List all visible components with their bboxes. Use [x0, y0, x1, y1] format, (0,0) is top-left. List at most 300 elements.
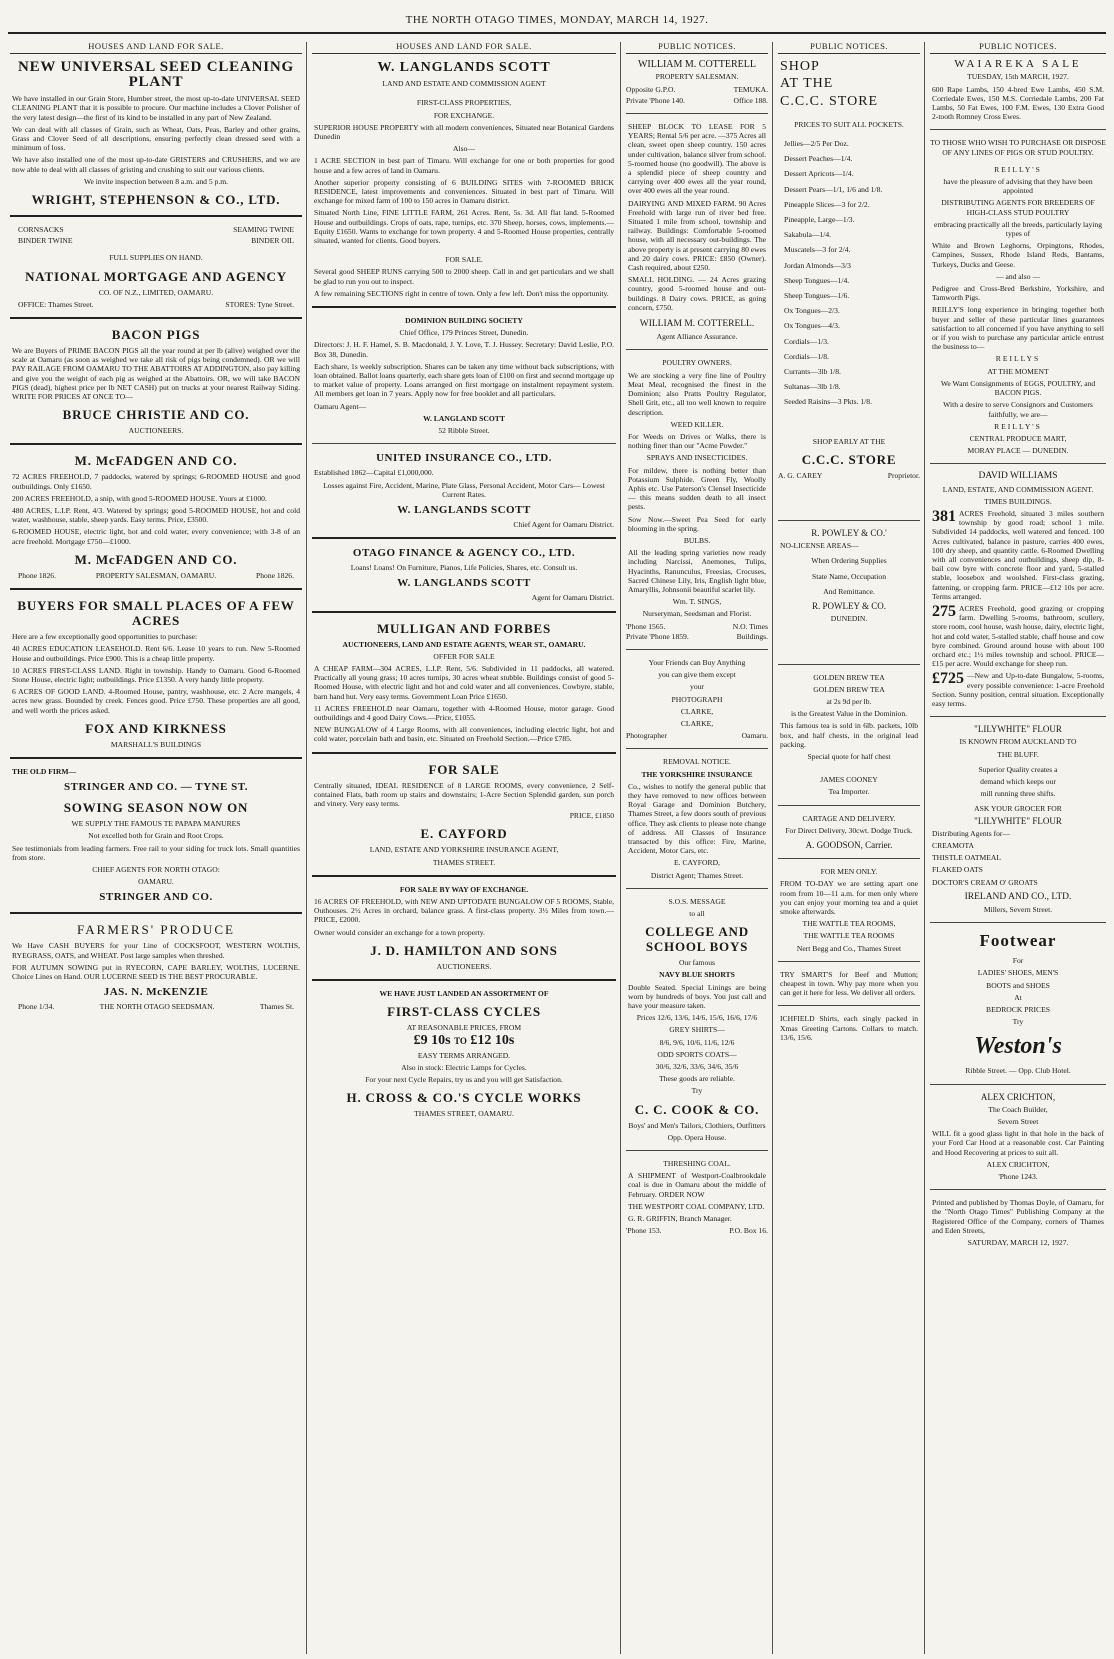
- buy-p3: 6 ACRES OF GOOD LAND. 4-Roomed House, pantry, washhouse, etc. 2 Acre mangels, 4 acres new grass. Bounded by creek. Fences good. Price £750. These properties are all good, and well worth the prices asked.: [12, 687, 300, 715]
- column-3: [626, 42, 768, 1654]
- weed-p: For Weeds on Drives or Walks, there is nothing finer than our "Acme Powder.": [628, 431, 766, 451]
- fox-sub: MARSHALL'S BUILDINGS: [110, 739, 202, 749]
- hamilton: J. D. HAMILTON AND SONS: [370, 942, 558, 958]
- distributing: DISTRIBUTING AGENTS FOR BREEDERS OF HIGH-CLASS STUD POULTRY: [941, 198, 1095, 217]
- col3-header: PUBLIC NOTICES.: [626, 42, 768, 54]
- dom-agent: W. LANGLAND SCOTT: [423, 413, 505, 423]
- testimonials: See testimonials from leading farmers. Free rail to your siding for truck lots. Small quantities from store.: [12, 843, 300, 862]
- mulligan-forbes: MULLIGAN AND FORBES: [376, 620, 552, 636]
- cartage: CARTAGE AND DELIVERY.: [802, 813, 896, 823]
- odd-prices: 30/6, 32/6, 33/6, 34/6, 35/6: [655, 1062, 739, 1072]
- mck-sub: THE NORTH OTAGO SEEDSMAN.: [99, 1002, 215, 1012]
- crich-p: WILL fit a good glass light in that hole in the back of your Ford Car Hood at a reasonable cost. Car Painting and Hood Recovering at prices to suit all.: [932, 1129, 1104, 1157]
- grey-prices: 8/6, 9/6, 10/6, 11/6, 12/6: [659, 1037, 735, 1047]
- westons: Weston's: [974, 1033, 1062, 1060]
- crich-phone: 'Phone 1243.: [998, 1172, 1038, 1182]
- poultry-p: We are stocking a very fine line of Poultry Meat Meal, recognised the finest in the Dominion; also Pratts Poultry Regulator, Shell Grit, etc., all too well known to require description.: [628, 370, 766, 417]
- millers: Millers, Severn Street.: [983, 905, 1053, 915]
- wright-stephenson: WRIGHT, STEPHENSON & CO., LTD.: [31, 192, 281, 208]
- cot-opp: Opposite G.P.O.: [626, 84, 676, 94]
- l-p2: 1 ACRE SECTION in best part of Timaru. Will exchange for one or both properties for good house and a few acres of land in Oamaru.: [314, 156, 614, 175]
- crichton: ALEX CRICHTON,: [980, 1091, 1056, 1102]
- bulbs: BULBS.: [683, 535, 711, 545]
- separator: [10, 215, 302, 217]
- cornsacks-row: [18, 225, 294, 234]
- l-p4: Situated North Line, FINE LITTLE FARM, 261 Acres. Rent, 5s. 3d. All flat land. 5-Roomed House and outbuildings. Crops of oats, rape, turnips, etc. 370 Sheep, horses, cows, implements.—Equity £1650. Wants to exchange for town property. 4 and 5-Roomed House properties, centrally situated, wanted for clients. Good buyers.: [314, 208, 614, 246]
- nma-address: [18, 300, 294, 309]
- thresh-box: P.O. Box 16.: [729, 1226, 768, 1236]
- nma-office: OFFICE: Thames Street.: [18, 299, 94, 309]
- moment: AT THE MOMENT: [987, 366, 1049, 376]
- separator: [10, 588, 302, 590]
- bedrock: BEDROCK PRICES: [986, 1005, 1050, 1015]
- thresh-phone: 'Phone 153.: [626, 1226, 662, 1236]
- dom-office: Chief Office, 179 Princes Street, Dunedin.: [399, 328, 529, 338]
- ccc-price-item: Sheep Tongues—1/6.: [784, 291, 850, 301]
- united-agent: W. LANGLANDS SCOTT: [397, 503, 531, 516]
- threshing: THRESHING COAL.: [663, 1159, 731, 1169]
- ccc-price-item: Sakabula—1/4.: [784, 230, 832, 240]
- mf-salesman: PROPERTY SALESMAN, OAMARU.: [95, 570, 217, 580]
- sow-now: Sow Now.—Sweet Pea Seed for early blooming in the spring.: [628, 514, 766, 533]
- cot-temuka: TEMUKA.: [733, 84, 768, 94]
- mf-p2: 200 ACRES FREEHOLD, a snip, with good 5-ROOMED HOUSE. Yours at £1000.: [12, 493, 267, 503]
- sings-sub: Nurseryman, Seedsman and Florist.: [642, 609, 752, 619]
- reliable: These goods are reliable.: [659, 1074, 735, 1084]
- manures: WE SUPPLY THE FAMOUS TE PAPAPA MANURES: [71, 819, 241, 829]
- printed: Printed and published by Thomas Doyle, of Oamaru, for the "North Otago Times" Publishing Company at the Registered Office of the Company, corners of Thames and Eden Streets,: [932, 1198, 1104, 1235]
- cook-sub: Boys' and Men's Tailors, Clothiers, Outfitters: [628, 1120, 766, 1130]
- ccc-store-2: C.C.C. STORE: [801, 451, 897, 467]
- not-excelled: Not excelled both for Grain and Root Crops.: [88, 831, 224, 841]
- nert: Nert Begg and Co., Thames Street: [796, 943, 902, 953]
- ccc-price-item: Dessert Peaches—1/4.: [784, 154, 853, 164]
- ccc-price-item: Cordials—1/3.: [784, 336, 829, 346]
- ham-sub: AUCTIONEERS.: [436, 961, 492, 971]
- separator: [10, 443, 302, 445]
- exchange-title: FOR SALE BY WAY OF EXCHANGE.: [399, 884, 529, 894]
- farm-p1: We Have CASH BUYERS for your Line of COCKSFOOT, WESTERN WOLTHS, RYEGRASS, OATS, and WHEAT. Post large samples when threshed.: [12, 941, 300, 960]
- reasonable: AT REASONABLE PRICES, FROM: [406, 1023, 522, 1033]
- lamps: Also in stock: Electric Lamps for Cycles.: [401, 1062, 527, 1072]
- dist-agents: Distributing Agents for—: [932, 828, 1011, 838]
- college-boys: COLLEGE AND SCHOOL BOYS: [645, 924, 749, 955]
- mckenzie: JAS. N. McKENZIE: [103, 986, 209, 999]
- ccc-store: C.C.C. STORE: [780, 93, 879, 109]
- cook-opp: Opp. Opera House.: [667, 1132, 727, 1142]
- friends: Your Friends can Buy Anything: [648, 657, 746, 667]
- oamaru: OAMARU.: [138, 877, 174, 887]
- seed-plant-title: NEW UNIVERSAL SEED CLEANING PLANT: [18, 59, 294, 91]
- w275-fig: 275: [932, 602, 956, 620]
- binder-twine: BINDER TWINE: [18, 236, 73, 246]
- men-p: FROM TO-DAY we are setting apart one room from 10—11 a.m. for men only where you can enjoy your morning tea and a quiet smoke afterwards.: [780, 879, 918, 916]
- ccc-price-item: Seeded Raisins—3 Pkts. 1/8.: [784, 397, 872, 407]
- fs-p: Centrally situated, IDEAL RESIDENCE of 8 LARGE ROOMS, every convenience, 2 Self-contained Flats, bath room up stairs and downstairs; 1-Acre Section Splendid garden, sun porch and vinery. Very easy terms.: [314, 780, 614, 808]
- separator: [626, 649, 768, 650]
- w725: —New and Up-to-date Bungalow, 5-rooms, every possible convenience: 1-acre Freehold Section. Sunny position, central situation. Exceptionally easy terms.: [932, 671, 1104, 708]
- sings-nor: N.O. Times: [732, 621, 768, 631]
- sings-private: Private 'Phone 1859.: [626, 631, 689, 641]
- farm-p2: FOR AUTUMN SOWING put in RYECORN, CAPE BARLEY, WOLTHS, LUCERNE. Choice Lines on Hand. OUR LUCERNE SEED IS THE BEST PROCURABLE.: [12, 962, 300, 981]
- langlands-title: W. LANGLANDS SCOTT: [377, 60, 551, 76]
- ccc-price-item: Cordials—1/8.: [784, 351, 829, 361]
- wattle-2: THE WATTLE TEA ROOMS: [803, 931, 895, 941]
- breeds: White and Brown Leghorns, Orpingtons, Rhodes, Campines, Sussex, Rhode Island Reds, Bantams, Turkeys, Ducks and Geese.: [932, 241, 1104, 269]
- column-4: [778, 42, 920, 1654]
- ccc-price-list: [778, 139, 920, 407]
- at: At: [1014, 992, 1022, 1002]
- ccc-price-item: Ox Tongues—4/3.: [784, 321, 840, 331]
- dairy-p: DAIRYING AND MIXED FARM. 90 Acres Freehold with large run of river bed free. Situated 1 mile from school, township and railway. Buildings: Comfortable 5-roomed house, with all necessary out-buildings. The above property is at present carrying 80 ewes and 20 dairy cows. PRICE: £850 (Owner). Cash required, about £250.: [628, 198, 766, 273]
- w381: ACRES Freehold, situated 3 miles southern township by good road; school 1 mile. Subdivided 14 paddocks, well watered and fenced. 100 Acres cultivated, balance in pasture, carries 400 ewes, 100 dry sheep, and quantity cattle. 6-Roomed Dwelling with all conveniences and outbuildings, sheep dip, 8-bail cow byre with concrete floor and yard, 5-stalled stable, loosebox and woolshed. First-class grazing, fattening, or cropping farm. PRICE—£12 10s per acre. Terms arranged.: [932, 508, 1104, 601]
- sings-row2: [626, 632, 768, 641]
- will-sub: LAND, ESTATE, AND COMMISSION AGENT.: [942, 484, 1094, 494]
- sings: Wm. T. SINGS,: [672, 597, 722, 607]
- otago-agent: W. LANGLANDS SCOTT: [397, 577, 531, 590]
- column-5: [930, 42, 1106, 1654]
- cooney: JAMES COONEY: [820, 775, 878, 785]
- ccc-price-item: Jordan Almonds—3/3: [784, 260, 851, 270]
- golden-1: GOLDEN BREW TEA: [813, 672, 885, 682]
- united-p: Losses against Fire, Accident, Marine, Plate Glass, Personal Accident, Motor Cars— Lowest Current Rates.: [323, 480, 605, 499]
- also: Also—: [453, 144, 475, 154]
- ccc-price-item: Dessert Pears—1/1, 1/6 and 1/8.: [784, 184, 883, 194]
- col1-header: HOUSES AND LAND FOR SALE.: [10, 42, 302, 54]
- carey: A. G. CAREY: [778, 470, 823, 480]
- phone-b: Phone 1826.: [256, 570, 294, 580]
- thresh-sig: G. R. GRIFFIN, Branch Manager.: [628, 1214, 732, 1224]
- bacon-p: We are Buyers of PRIME BACON PIGS all the year round at per lb (alive) weighed over the scale at Oamaru (as soon as weighed we take all risk of pigs being condemned). OR we will PAY RAILAGE FROM OAMARU TO THE ABATTOIRS AT ADDINGTON, also pay killing and give you the weight of each pig as weighed at the Abattoirs. OR, we will take BACON PIGS (dead), highest price per lb NET CASH) put on trucks at your nearest Railway Siding. WRITE FOR PRICES AT ONCE TO—: [12, 346, 300, 402]
- ccc-price-item: Sheep Tongues—1/4.: [784, 275, 850, 285]
- price-to: TO: [454, 1036, 467, 1047]
- col4-header: PUBLIC NOTICES.: [778, 42, 920, 54]
- golden-2: GOLDEN BREW TEA: [813, 684, 885, 694]
- mf-p1: 72 ACRES FREEHOLD, 7 paddocks, watered by springs; 6-ROOMED HOUSE and good outbuildings. Only £1650.: [12, 472, 300, 491]
- l-p1: SUPERIOR HOUSE PROPERTY with all modern conveniences, Situated near Botanical Gardens Dunedin: [314, 122, 614, 142]
- mck-st: Thames St.: [259, 1002, 294, 1012]
- mf-p3: 480 ACRES, L.I.P. Rent, 4/3. Watered by springs; good 5-ROOMED HOUSE, hot and cold water, washhouse, stable, sheep yards. Easy terms. Price, £3500.: [12, 506, 300, 525]
- column-2: [312, 42, 616, 1654]
- w725-fig: £725: [932, 670, 964, 688]
- full-supplies: FULL SUPPLIES ON HAND.: [109, 253, 203, 263]
- column-divider: [620, 42, 621, 1654]
- thistle: THISTLE OATMEAL: [932, 853, 1001, 863]
- chief-agents: CHIEF AGENTS FOR NORTH OTAGO:: [92, 864, 220, 874]
- reillys-3: REILLY'S: [994, 421, 1042, 431]
- separator: [626, 888, 768, 889]
- sings-phone: 'Phone 1565.: [626, 621, 666, 631]
- binder-oil: BINDER OIL: [251, 236, 294, 246]
- w725-block: [932, 671, 1104, 708]
- poultry: POULTRY OWNERS.: [662, 358, 732, 368]
- separator: [930, 922, 1106, 923]
- cay-sub: LAND, ESTATE AND YORKSHIRE INSURANCE AGENT,: [369, 845, 559, 855]
- for: For: [1012, 956, 1024, 966]
- cot-row2: [626, 96, 768, 105]
- cotterell: WILLIAM M. COTTERELL: [637, 59, 757, 71]
- bruce-auctioneers: AUCTIONEERS.: [128, 426, 184, 436]
- w275: ACRES Freehold, good grazing or cropping farm. Dwelling 5-rooms, bathroom, scullery, store room, cool house, wash house, dairy, electric light, hot and cold water, 5-stalled stable, chaff house and cow byre combined. Ground around house with about 100 orchard etc.; 1½ miles township and school. PRICE—£15 per acre. Would exchange for sheep run.: [932, 603, 1104, 669]
- want: We Want Consignments of EGGS, POULTRY, and BACON PIGS.: [940, 378, 1096, 398]
- separator: [930, 1189, 1106, 1190]
- ccc-price-item: Dessert Apricots—1/4.: [784, 169, 854, 179]
- to-those: TO THOSE WHO WISH TO PURCHASE OR DISPOSE OF ANY LINES OF PIGS OR STUD POULTRY.: [930, 138, 1106, 157]
- waiareka: WAIAREKA SALE: [954, 58, 1082, 71]
- lilywhite-2: "LILYWHITE" FLOUR: [974, 815, 1062, 826]
- cayford: E. CAYFORD: [420, 826, 508, 842]
- separator: [778, 858, 920, 859]
- direct: For Direct Delivery, 30cwt. Dodge Truck.: [785, 825, 913, 835]
- top-rule: [8, 32, 1106, 34]
- separator: [312, 611, 616, 613]
- prices: Prices 12/6, 13/6, 14/6, 15/6, 16/6, 17/6: [636, 1013, 758, 1023]
- york-sig: E. CAYFORD,: [674, 858, 720, 868]
- cook: C. C. COOK & CO.: [634, 1101, 760, 1117]
- sowing-season: SOWING SEASON NOW ON: [63, 800, 249, 816]
- mull-p1: A CHEAP FARM—304 ACRES, L.I.P. Rent, 5/6. Subdivided in 11 paddocks, all watered. Practically all young grass; 10 acres turnips, 30 acres wheat stubble. Buildings consist of good 5-Roomed House, with electric light and hot and cold water and all conveniences. Cowbyre, stable, barn hand hut. Very easy terms. Government Loan Price £1650.: [314, 663, 614, 701]
- sings-bld: Buildings.: [736, 631, 768, 641]
- proprietor: Proprietor.: [887, 470, 920, 480]
- seed-p3: We have also installed one of the most up-to-date GRISTERS and CRUSHERS, and we are now able to deal with all classes of gristing and crushing to suit our various clients.: [12, 155, 300, 174]
- mull-p2: 11 ACRES FREEHOLD near Oamaru, together with 4-Roomed House, motor garage. Good outbuildings and 4 good Dairy Cows.—Price, £1055.: [314, 703, 614, 722]
- cot-sub: PROPERTY SALESMAN.: [655, 72, 739, 82]
- mf-p4: 6-ROOMED HOUSE, electric light, hot and cold water, every convenience; with 3-8 of an acre freehold. Mortgage £750—£1000.: [12, 527, 300, 546]
- remittance: And Remittance.: [823, 586, 875, 596]
- at-the: AT THE: [780, 76, 834, 92]
- no-license: NO-LICENSE AREAS—: [780, 541, 859, 551]
- sings-row1: [626, 622, 768, 631]
- times-bld: TIMES BUILDINGS.: [984, 496, 1052, 506]
- fox-kirkness: FOX AND KIRKNESS: [85, 720, 227, 736]
- otago-finance: OTAGO FINANCE & AGENCY CO., LTD.: [352, 547, 576, 560]
- dominion-title: DOMINION BUILDING SOCIETY: [405, 316, 523, 326]
- separator: [930, 1084, 1106, 1085]
- bruce-christie: BRUCE CHRISTIE AND CO.: [62, 407, 250, 423]
- repairs: For your next Cycle Repairs, try us and you will get Satisfaction.: [365, 1075, 563, 1084]
- flaked: FLAKED OATS: [932, 865, 983, 875]
- price-to-2: £12 10s: [470, 1033, 515, 1049]
- lilywhite: "LILYWHITE" FLOUR: [974, 724, 1062, 735]
- goodson: A. GOODSON, Carrier.: [805, 839, 893, 850]
- buyers-title: BUYERS FOR SMALL PLACES OF A FEW ACRES: [17, 598, 295, 629]
- first-class: FIRST-CLASS PROPERTIES,: [416, 98, 512, 108]
- ccc-price-item: Pineapple, Large—1/3.: [784, 215, 855, 225]
- ireland: IRELAND AND CO., LTD.: [964, 891, 1072, 902]
- column-divider: [772, 42, 773, 1654]
- mart: CENTRAL PRODUCE MART,: [969, 433, 1067, 443]
- l-p6: A few remaining SECTIONS right in centre of town. Only a few left. Don't miss the opportunity.: [314, 288, 609, 298]
- yorkshire: THE YORKSHIRE INSURANCE: [641, 769, 753, 779]
- otago-sub: Agent for Oamaru District.: [531, 593, 614, 603]
- crichton-2: ALEX CRICHTON,: [986, 1159, 1050, 1169]
- reilly-p: have the pleasure of advising that they have been appointed: [943, 177, 1093, 196]
- separator: [778, 520, 920, 521]
- when-ordering: When Ordering Supplies: [811, 556, 887, 566]
- column-divider: [924, 42, 925, 1654]
- ccc-price-item: Pineapple Slices—3 for 2/2.: [784, 199, 870, 209]
- wattle-1: THE WATTLE TEA ROOMS,: [802, 919, 896, 929]
- friends-2: you can give them except: [658, 670, 736, 680]
- creamota: CREAMOTA: [932, 841, 975, 851]
- l-p3: Another superior property consisting of 6 BUILDING SITES with 7-ROOMED BRICK RESIDENCE, latest improvements and conveniences. Situated in best part of Timaru. Will exchange for mixed farm of 100 to 150 acres in Oamaru district.: [314, 177, 614, 206]
- col5-header: PUBLIC NOTICES.: [930, 42, 1106, 54]
- seed-p4: We invite inspection between 8 a.m. and 5 p.m.: [83, 176, 229, 186]
- carey-row: [778, 471, 920, 480]
- masthead: THE NORTH OTAGO TIMES, MONDAY, MARCH 14, 1927.: [405, 14, 709, 26]
- separator: [10, 317, 302, 319]
- ccc-price-item: Muscatels—3 for 2/4.: [784, 245, 851, 255]
- shop-early: SHOP EARLY AT THE: [812, 436, 886, 446]
- ribble: Ribble Street. — Opp. Club Hotel.: [965, 1066, 1071, 1076]
- tea-p: This famous tea is sold in 6lb. packets, 10lb box, and half chests, in the original lead packing.: [780, 721, 918, 749]
- oamaru-agent: Oamaru Agent—: [314, 401, 367, 411]
- double-p: Double Seated. Special Linings are being worn by hundreds of boys. You just call and have your measure taken.: [628, 982, 766, 1011]
- clarke-1: CLARKE,: [680, 706, 714, 716]
- mcfadgen-phones: [18, 571, 294, 580]
- column-1: [10, 42, 302, 1654]
- farmers-produce: FARMERS' PRODUCE: [77, 922, 235, 938]
- separator: [930, 716, 1106, 717]
- footwear: Footwear: [979, 931, 1057, 951]
- separator: [778, 961, 920, 962]
- easy-terms: EASY TERMS ARRANGED.: [417, 1050, 511, 1060]
- shop: SHOP: [780, 59, 820, 75]
- printed-date: SATURDAY, MARCH 12, 1927.: [967, 1238, 1069, 1248]
- special: Special quote for half chest: [807, 751, 891, 761]
- col2-header: HOUSES AND LAND FOR SALE.: [312, 42, 616, 54]
- photograph: PHOTOGRAPH: [671, 694, 723, 704]
- thresh-row: [626, 1226, 768, 1235]
- smart-p: TRY SMART'S for Beef and Mutton; cheapest in town. Why pay more when you can get it here for less. We deliver all orders.: [780, 969, 918, 998]
- separator: [312, 537, 616, 539]
- cotterell-2: WILLIAM M. COTTERELL.: [639, 319, 755, 330]
- coach: The Coach Builder,: [988, 1104, 1048, 1114]
- cot-phone: Private 'Phone 140.: [626, 95, 685, 105]
- dom-p: Each share, 1s weekly subscription. Shares can be taken any time without back subscriptions, with loan obtained. Ballot loans quarterly, each share gets loan of £100 on first and second mortgage up to market value of property. Loans arranged on first mortgage on instalment repayment system. All members get loan in 7 years. Apply now for free booklet and all particulars.: [314, 361, 614, 399]
- cycle-price-range: [312, 1033, 616, 1049]
- separator: [312, 752, 616, 754]
- navy: NAVY BLUE SHORTS: [659, 970, 735, 980]
- embracing: embracing practically all the breeds, particularly laying types of: [933, 219, 1103, 239]
- w381-block: [932, 509, 1104, 601]
- mull-p3: NEW BUNGALOW of 4 Large Rooms, with all conveniences, including electric light, hot and cold water, porcelain bath and basin, etc. Situated on Freehold Section.—Price £785.: [314, 725, 614, 744]
- mck-phone: Phone 1/34.: [18, 1002, 55, 1012]
- ccc-price-item: Currants—3lb 1/8.: [784, 367, 841, 377]
- w275-block: [932, 604, 1104, 668]
- separator: [778, 805, 920, 806]
- superior: Superior Quality creates a: [978, 764, 1058, 774]
- phone-a: Phone 1826.: [18, 570, 56, 580]
- buy-p2: 10 ACRES FIRST-CLASS LAND. Right in township. Handy to Oamaru. Good 6-Roomed Stone House, electric light; outbuildings. Price £1350. A very handy little property.: [12, 665, 300, 684]
- separator: [626, 1150, 768, 1151]
- united-est: Established 1862—Capital £1,000,000.: [314, 468, 434, 478]
- cot-office: Office 188.: [733, 95, 768, 105]
- cooney-sub: Tea Importer.: [828, 787, 870, 797]
- thresh-co: THE WESTPORT COAL COMPANY, LTD.: [628, 1201, 765, 1211]
- separator: [930, 129, 1106, 130]
- state-name: State Name, Occupation: [811, 571, 886, 581]
- dunedin: DUNEDIN.: [830, 614, 868, 624]
- mull-sub: AUCTIONEERS, LAND AND ESTATE AGENTS, WEAR ST., OAMARU.: [342, 639, 586, 649]
- photographer-row: [626, 731, 768, 740]
- ask: ASK YOUR GROCER FOR: [974, 804, 1062, 814]
- wai-p: 600 Rape Lambs, 150 4-bred Ewe Lambs, 450 S.M. Corriedale Ewes, 150 M.S. Corriedale Lambs, 200 Fat Lambs, 50 Fat Ewes, 100 F.M. Ewes, 130 Extra Good 2-tooth Romney Cross Ewes.: [932, 84, 1104, 122]
- l-p5: Several good SHEEP RUNS carrying 500 to 2000 sheep. Call in and get particulars and we shall be glad to run you out to inspect.: [314, 267, 614, 286]
- cross-st: THAMES STREET, OAMARU.: [414, 1109, 514, 1119]
- cay-st: THAMES STREET.: [432, 857, 496, 867]
- separator: [778, 1005, 920, 1006]
- try: Try: [691, 1086, 703, 1096]
- removal: REMOVAL NOTICE.: [663, 757, 731, 767]
- national-mortgage: NATIONAL MORTGAGE AND AGENCY: [25, 268, 287, 284]
- mill: mill running three shifts.: [980, 789, 1056, 799]
- dom-dir: Directors: J. H. F. Hamel, S. B. Macdonald, J. Y. Love, T. J. Hussey. Secretary: David Leslie, P.O. Box 38, Dunedin.: [314, 340, 614, 359]
- clarke-2: CLARKE,: [680, 718, 714, 728]
- sprays-p: For mildew, there is nothing better than Potassium Sulphide. Green Fly, Woolly Aphis etc. Use Paterson's Clensel Insecticide — this means sudden death to all insect pests.: [628, 465, 766, 512]
- for-sale-label: FOR SALE.: [445, 255, 483, 265]
- small-p: SMALL HOLDING. — 24 Acres grazing country, good 5-roomed house and out-buildings. 8 Dairy cows. PRICE, as going concern, £750.: [628, 275, 766, 312]
- famous: Our famous: [678, 958, 716, 968]
- stringer-title: STRINGER AND CO. — TYNE ST.: [64, 781, 248, 794]
- separator: [312, 875, 616, 877]
- seed-p2: We can deal with all classes of Grain, such as Wheat, Oats, Peas, Barley and other grains, Grass and Clover Seed of all descriptions, ensuring perfectly clean dressed seed with a minimum of loss.: [12, 124, 300, 153]
- cycles: FIRST-CLASS CYCLES: [387, 1004, 541, 1020]
- cross-cycle-works: H. CROSS & CO.'S CYCLE WORKS: [346, 1090, 582, 1106]
- doctors: DOCTOR'S CREAM O' GROATS: [932, 877, 1038, 887]
- buy-p1: 40 ACRES EDUCATION LEASEHOLD. Rent 6/6. Lease 10 years to run. New 5-Roomed House and outbuildings. Price £900. This is a cheap little property.: [12, 644, 300, 663]
- nma-stores: STORES: Tyne Street.: [225, 299, 294, 309]
- offer: OFFER FOR SALE: [433, 651, 495, 661]
- for-exchange: FOR EXCHANGE.: [433, 110, 495, 120]
- sos: S.O.S. MESSAGE: [668, 896, 726, 906]
- photographer: Photographer: [626, 731, 667, 741]
- reillys: REILLY'S: [994, 164, 1042, 174]
- united-insurance: UNITED INSURANCE CO., LTD.: [376, 452, 552, 465]
- mcfadgen-title-2: M. McFADGEN AND CO.: [74, 551, 238, 567]
- separator: [10, 757, 302, 759]
- york-sig-2: District Agent; Thames Street.: [650, 870, 744, 880]
- separator: [778, 664, 920, 665]
- separator: [626, 748, 768, 749]
- cornsacks: CORNSACKS: [18, 225, 64, 235]
- pedigree: Pedigree and Cross-Bred Berkshire, Yorkshire, and Tamworth Pigs.: [932, 284, 1104, 303]
- try-westons: Try: [1012, 1017, 1024, 1027]
- separator: [312, 443, 616, 444]
- stringer-title-2: STRINGER AND CO.: [99, 891, 213, 904]
- moray: MORAY PLACE — DUNEDIN.: [967, 446, 1069, 456]
- york-p: Co., wishes to notify the general public that they have removed to new offices between Royal Garage and Dominion Butchery, Thames Street, a few doors south of previous office. They ask clients to please note change of address. All Classes of Insurance transacted by this office: Fire, Marine, Accident, Motor Cars, etc.: [628, 781, 766, 856]
- reilly-p2: REILLY'S long experience in bringing together both buyer and seller of these particular lines guarantees satisfaction to all concerned if you have anything to sell or if you wish to purchase any particular article entrust the business to—: [932, 305, 1104, 352]
- demand: demand which keeps our: [980, 777, 1056, 786]
- separator: [312, 979, 616, 981]
- ichfield-p: ICHFIELD Shirts, each singly packed in Xmas Greeting Cartons. Collars to match. 13/6, 15/6.: [780, 1014, 918, 1042]
- greatest: is the Greatest Value in the Dominion.: [790, 709, 908, 719]
- langlands-sub: LAND AND ESTATE AND COMMISSION AGENT: [382, 79, 546, 89]
- old-firm: THE OLD FIRM—: [12, 766, 77, 776]
- mckenzie-row: [18, 1002, 294, 1011]
- separator: [930, 463, 1106, 464]
- sprays: SPRAYS AND INSECTICIDES.: [646, 453, 748, 463]
- reillys-2: REILLYS: [995, 354, 1041, 364]
- fs-price: PRICE, £1850: [569, 811, 614, 821]
- weed: WEED KILLER.: [670, 419, 724, 429]
- buy-p0: Here are a few exceptionally good opportunities to purchase:: [12, 632, 198, 642]
- thresh-p: A SHIPMENT of Westport-Coalbrookdale coal is due in Oamaru about the middle of February. ORDER NOW: [628, 1171, 766, 1199]
- ccc-price-item: Jellies—2/5 Per Doz.: [784, 139, 849, 149]
- united-chief: Chief Agent for Oamaru District.: [513, 519, 614, 529]
- known: IS KNOWN FROM AUCKLAND TO: [959, 737, 1077, 747]
